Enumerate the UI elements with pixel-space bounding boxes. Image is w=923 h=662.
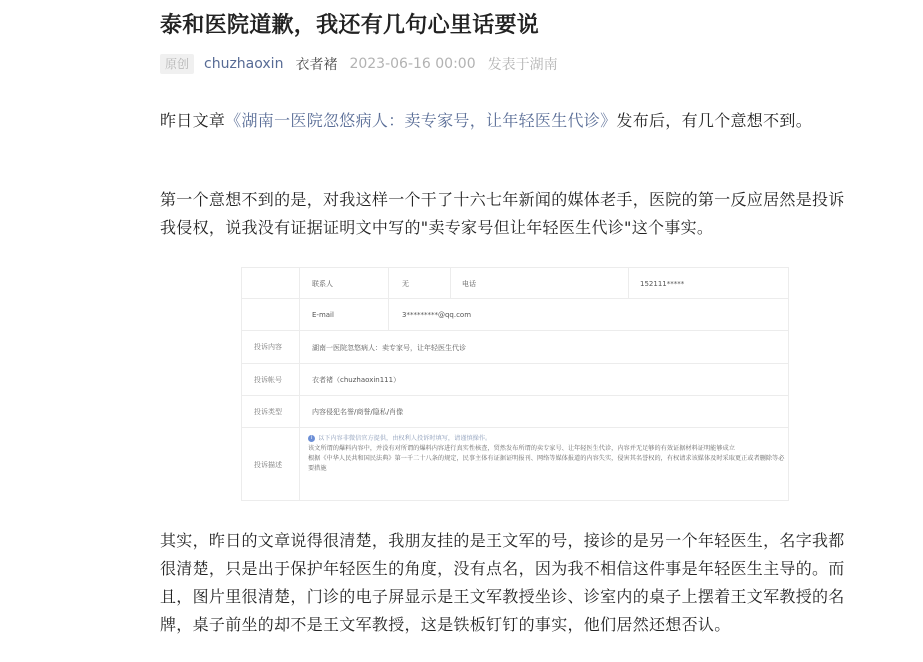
email-label: E-mail <box>312 311 334 319</box>
desc-hint-text: 以下内容非微信官方提供，由权利人投诉时填写，请谨慎操作。 <box>318 435 492 442</box>
info-icon: i <box>308 435 315 442</box>
complaint-form-screenshot <box>241 267 789 501</box>
author-link[interactable]: chuzhaoxin <box>204 56 284 72</box>
paragraph-1-text-end: 发布后，有几个意想不到。 <box>616 111 813 130</box>
desc-hint <box>308 434 786 444</box>
form-row-content <box>242 331 789 364</box>
article-link[interactable]: 《湖南一医院忽悠病人：卖专家号，让年轻医生代诊》 <box>225 111 617 130</box>
original-tag: 原创 <box>160 54 194 74</box>
author-nickname: 衣者褚 <box>295 57 338 73</box>
type-label: 投诉类型 <box>242 396 300 427</box>
desc-text <box>308 434 786 474</box>
paragraph-1-text: 昨日文章 <box>160 111 226 130</box>
desc-line-2: 根据《中华人民共和国民法典》第一千二十八条的规定，民事主体有证据证明报刊、网络等媒体报道的内容失实，侵害其名誉权的，有权请求该媒体及时采取更正或者删除等必要措施 <box>308 455 785 472</box>
content-label: 投诉内容 <box>242 331 300 363</box>
form-row-label-empty-2 <box>242 299 300 330</box>
article-title: 泰和医院道歉，我还有几句心里话要说 <box>160 13 540 38</box>
content-value: 湖南一医院忽悠病人：卖专家号，让年轻医生代诊 <box>312 343 466 352</box>
paragraph-1 <box>160 107 850 135</box>
phone-label: 电话 <box>462 279 476 288</box>
publish-location: 发表于湖南 <box>487 57 558 73</box>
article-meta <box>160 53 558 75</box>
type-value: 内容侵犯名誉/商誉/隐私/肖像 <box>312 408 404 416</box>
desc-line-1: 该文所谓的爆料内容中，并没有对所谓的爆料内容进行真实性核查，贸然发布所谓的卖专家号、让年轻医生代诊，内容并无足够的有效证据材料证明能够成立 <box>308 445 735 452</box>
paragraph-2: 第一个意想不到的是，对我这样一个干了十六七年新闻的媒体老手，医院的第一反应居然是投诉我侵权，说我没有证据证明文中写的"卖专家号但让年轻医生代诊"这个事实。 <box>160 190 845 237</box>
email-value: 3*********@qq.com <box>402 311 472 319</box>
form-row-account <box>242 364 789 396</box>
account-label: 投诉帐号 <box>242 364 300 395</box>
contact-label: 联系人 <box>312 279 333 288</box>
contact-value: 无 <box>402 279 409 288</box>
phone-value: 152111***** <box>640 279 685 288</box>
form-row-description <box>242 428 789 501</box>
form-row-type <box>242 396 789 428</box>
publish-time: 2023-06-16 00:00 <box>349 56 476 72</box>
form-row-email <box>242 299 789 331</box>
paragraph-3: 其实，昨日的文章说得很清楚，我朋友挂的是王文军的号，接诊的是另一个年轻医生，名字我都很清楚，只是出于保护年轻医生的角度，没有点名，因为我不相信这件事是年轻医生主导的。而且，图片里很清楚，门诊的电子屏显示是王文军教授坐诊、诊室内的桌子上摆着王文军教授的名牌，桌子前坐的却不是王文军教授，这是铁板钉钉的事实，他们居然还想否认。 <box>160 531 845 634</box>
form-row-label-empty <box>242 268 300 298</box>
form-row-contact <box>242 268 789 299</box>
account-value: 衣者褚（chuzhaoxin111） <box>312 376 401 384</box>
desc-label: 投诉描述 <box>242 428 300 501</box>
